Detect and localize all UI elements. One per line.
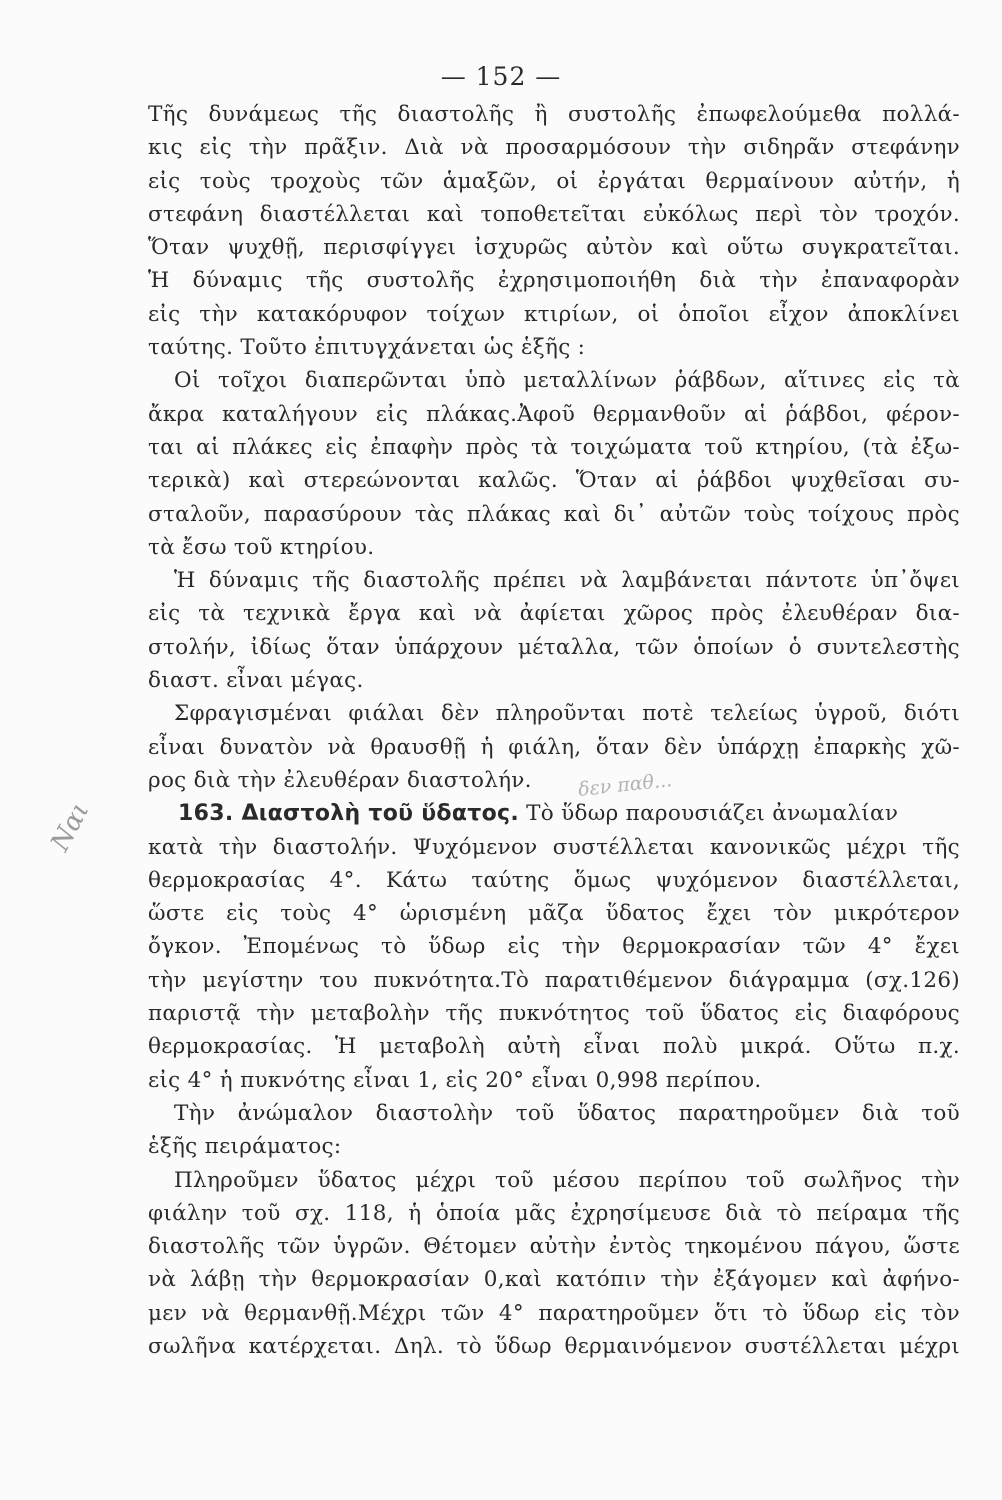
text-line: εἰς τοὺς τροχοὺς τῶν ἁμαξῶν, οἱ ἐργάται θερμαίνουν αὐτήν, ἡ <box>148 168 960 194</box>
pencil-annotation: δεν παθ... <box>577 769 674 801</box>
text-line: Πληροῦμεν ὕδατος μέχρι τοῦ μέσου περίπου τοῦ σωλῆνος τὴν <box>174 1167 960 1193</box>
text-line: φιάλην τοῦ σχ. 118, ἡ ὁποία μᾶς ἐχρησίμευσε διὰ τὸ πείραμα τῆς <box>148 1200 960 1226</box>
text-line: διαστ. εἶναι μέγας. <box>148 668 364 694</box>
text-line: Σφραγισμέναι φιάλαι δὲν πληροῦνται ποτὲ τελείως ὑγροῦ, διότι <box>174 701 960 727</box>
text-line: θερμοκρασίας. Ἡ μεταβολὴ αὐτὴ εἶναι πολὺ μικρά. Οὕτω π.χ. <box>148 1034 960 1060</box>
text-line: στολήν, ἰδίως ὅταν ὑπάρχουν μέταλλα, τῶν ὁποίων ὁ συντελεστὴς <box>148 634 960 660</box>
text-line: κατὰ τὴν διαστολήν. Ψυχόμενον συστέλλεται κανονικῶς μέχρι τῆς <box>148 834 960 860</box>
text-line: στεφάνη διαστέλλεται καὶ τοποθετεῖται εὐκόλως περὶ τὸν τροχόν. <box>148 201 960 227</box>
section-heading-line <box>148 797 960 830</box>
text-line: νὰ λάβῃ τὴν θερμοκρασίαν 0,καὶ κατόπιν τὴν ἐξάγομεν καὶ ἀφήνο- <box>148 1267 960 1293</box>
section-heading-rest: Τὸ ὕδωρ παρουσιάζει ἀνωμαλίαν <box>519 801 899 827</box>
text-line: Τὴν ἀνώμαλον διαστολὴν τοῦ ὕδατος παρατηροῦμεν διὰ τοῦ <box>174 1100 960 1126</box>
text-line: τὰ ἔσω τοῦ κτηρίου. <box>148 534 375 560</box>
margin-pencil-scribble: Ναι <box>45 797 96 857</box>
text-line: ἑξῆς πειράματος: <box>148 1134 342 1160</box>
text-line: ἄκρα καταλήγουν εἰς πλάκας.Ἀφοῦ θερμανθοῦν αἱ ῥάβδοι, φέρον- <box>148 401 960 427</box>
text-line: ρος διὰ τὴν ἐλευθέραν διαστολήν. <box>148 767 532 793</box>
text-line: Ὅταν ψυχθῇ, περισφίγγει ἰσχυρῶς αὐτὸν καὶ οὕτω συγκρατεῖται. <box>148 235 960 261</box>
text-line: ὄγκον. Ἐπομένως τὸ ὕδωρ εἰς τὴν θερμοκρασίαν τῶν 4° ἔχει <box>148 934 960 960</box>
text-line: ταύτης. Τοῦτο ἐπιτυγχάνεται ὡς ἑξῆς : <box>148 335 586 361</box>
text-line: ὥστε εἰς τοὺς 4° ὡρισμένη μᾶζα ὕδατος ἔχει τὸν μικρότερον <box>148 901 960 927</box>
page-number: — 152 — <box>440 62 562 91</box>
text-line: Οἱ τοῖχοι διαπερῶνται ὑπὸ μεταλλίνων ῥάβδων, αἵτινες εἰς τὰ <box>174 368 960 394</box>
text-line: ται αἱ πλάκες εἰς ἐπαφὴν πρὸς τὰ τοιχώματα τοῦ κτηρίου, (τὰ ἐξω- <box>148 434 960 460</box>
text-line: θερμοκρασίας 4°. Κάτω ταύτης ὅμως ψυχόμενον διαστέλλεται, <box>148 867 960 893</box>
text-line: εἰς τὴν κατακόρυφον τοίχων κτιρίων, οἱ ὁποῖοι εἶχον ἀποκλίνει <box>148 301 960 327</box>
text-line: παριστᾷ τὴν μεταβολὴν τῆς πυκνότητος τοῦ ὕδατος εἰς διαφόρους <box>148 1001 960 1027</box>
section-heading: 163. Διαστολὴ τοῦ ὕδατος. <box>178 801 519 827</box>
text-line: σταλοῦν, παρασύρουν τὰς πλάκας καὶ δι᾽ αὐτῶν τοὺς τοίχους πρὸς <box>148 501 960 527</box>
text-line: σωλῆνα κατέρχεται. Δηλ. τὸ ὕδωρ θερμαινόμενον συστέλλεται μέχρι <box>148 1333 960 1359</box>
text-line: μεν νὰ θερμανθῇ.Μέχρι τῶν 4° παρατηροῦμεν ὅτι τὸ ὕδωρ εἰς τὸν <box>148 1300 960 1326</box>
text-line: Ἡ δύναμις τῆς διαστολῆς πρέπει νὰ λαμβάνεται πάντοτε ὑπ᾽ὄψει <box>174 568 960 594</box>
text-line: τερικὰ) καὶ στερεώνονται καλῶς. Ὅταν αἱ ῥάβδοι ψυχθεῖσαι συ- <box>148 468 960 494</box>
text-line: εἰς τὰ τεχνικὰ ἔργα καὶ νὰ ἀφίεται χῶρος πρὸς ἐλευθέραν δια- <box>148 601 960 627</box>
text-line: διαστολῆς τῶν ὑγρῶν. Θέτομεν αὐτὴν ἐντὸς τηκομένου πάγου, ὥστε <box>148 1234 960 1260</box>
text-line: τὴν μεγίστην του πυκνότητα.Τὸ παρατιθέμενον διάγραμμα (σχ.126) <box>148 967 960 993</box>
text-line: κις εἰς τὴν πρᾶξιν. Διὰ νὰ προσαρμόσουν τὴν σιδηρᾶν στεφάνην <box>148 135 960 161</box>
text-line: Τῆς δυνάμεως τῆς διαστολῆς ἢ συστολῆς ἐπωφελούμεθα πολλά- <box>148 102 960 127</box>
text-line: εἶναι δυνατὸν νὰ θραυσθῇ ἡ φιάλη, ὅταν δὲν ὑπάρχῃ ἐπαρκὴς χῶ- <box>148 734 960 760</box>
body-text <box>148 98 960 1363</box>
text-line: Ἡ δύναμις τῆς συστολῆς ἐχρησιμοποιήθη διὰ τὴν ἐπαναφορὰν <box>148 268 960 294</box>
text-line: εἰς 4° ἡ πυκνότης εἶναι 1, εἰς 20° εἶναι 0,998 περίπου. <box>148 1067 762 1093</box>
